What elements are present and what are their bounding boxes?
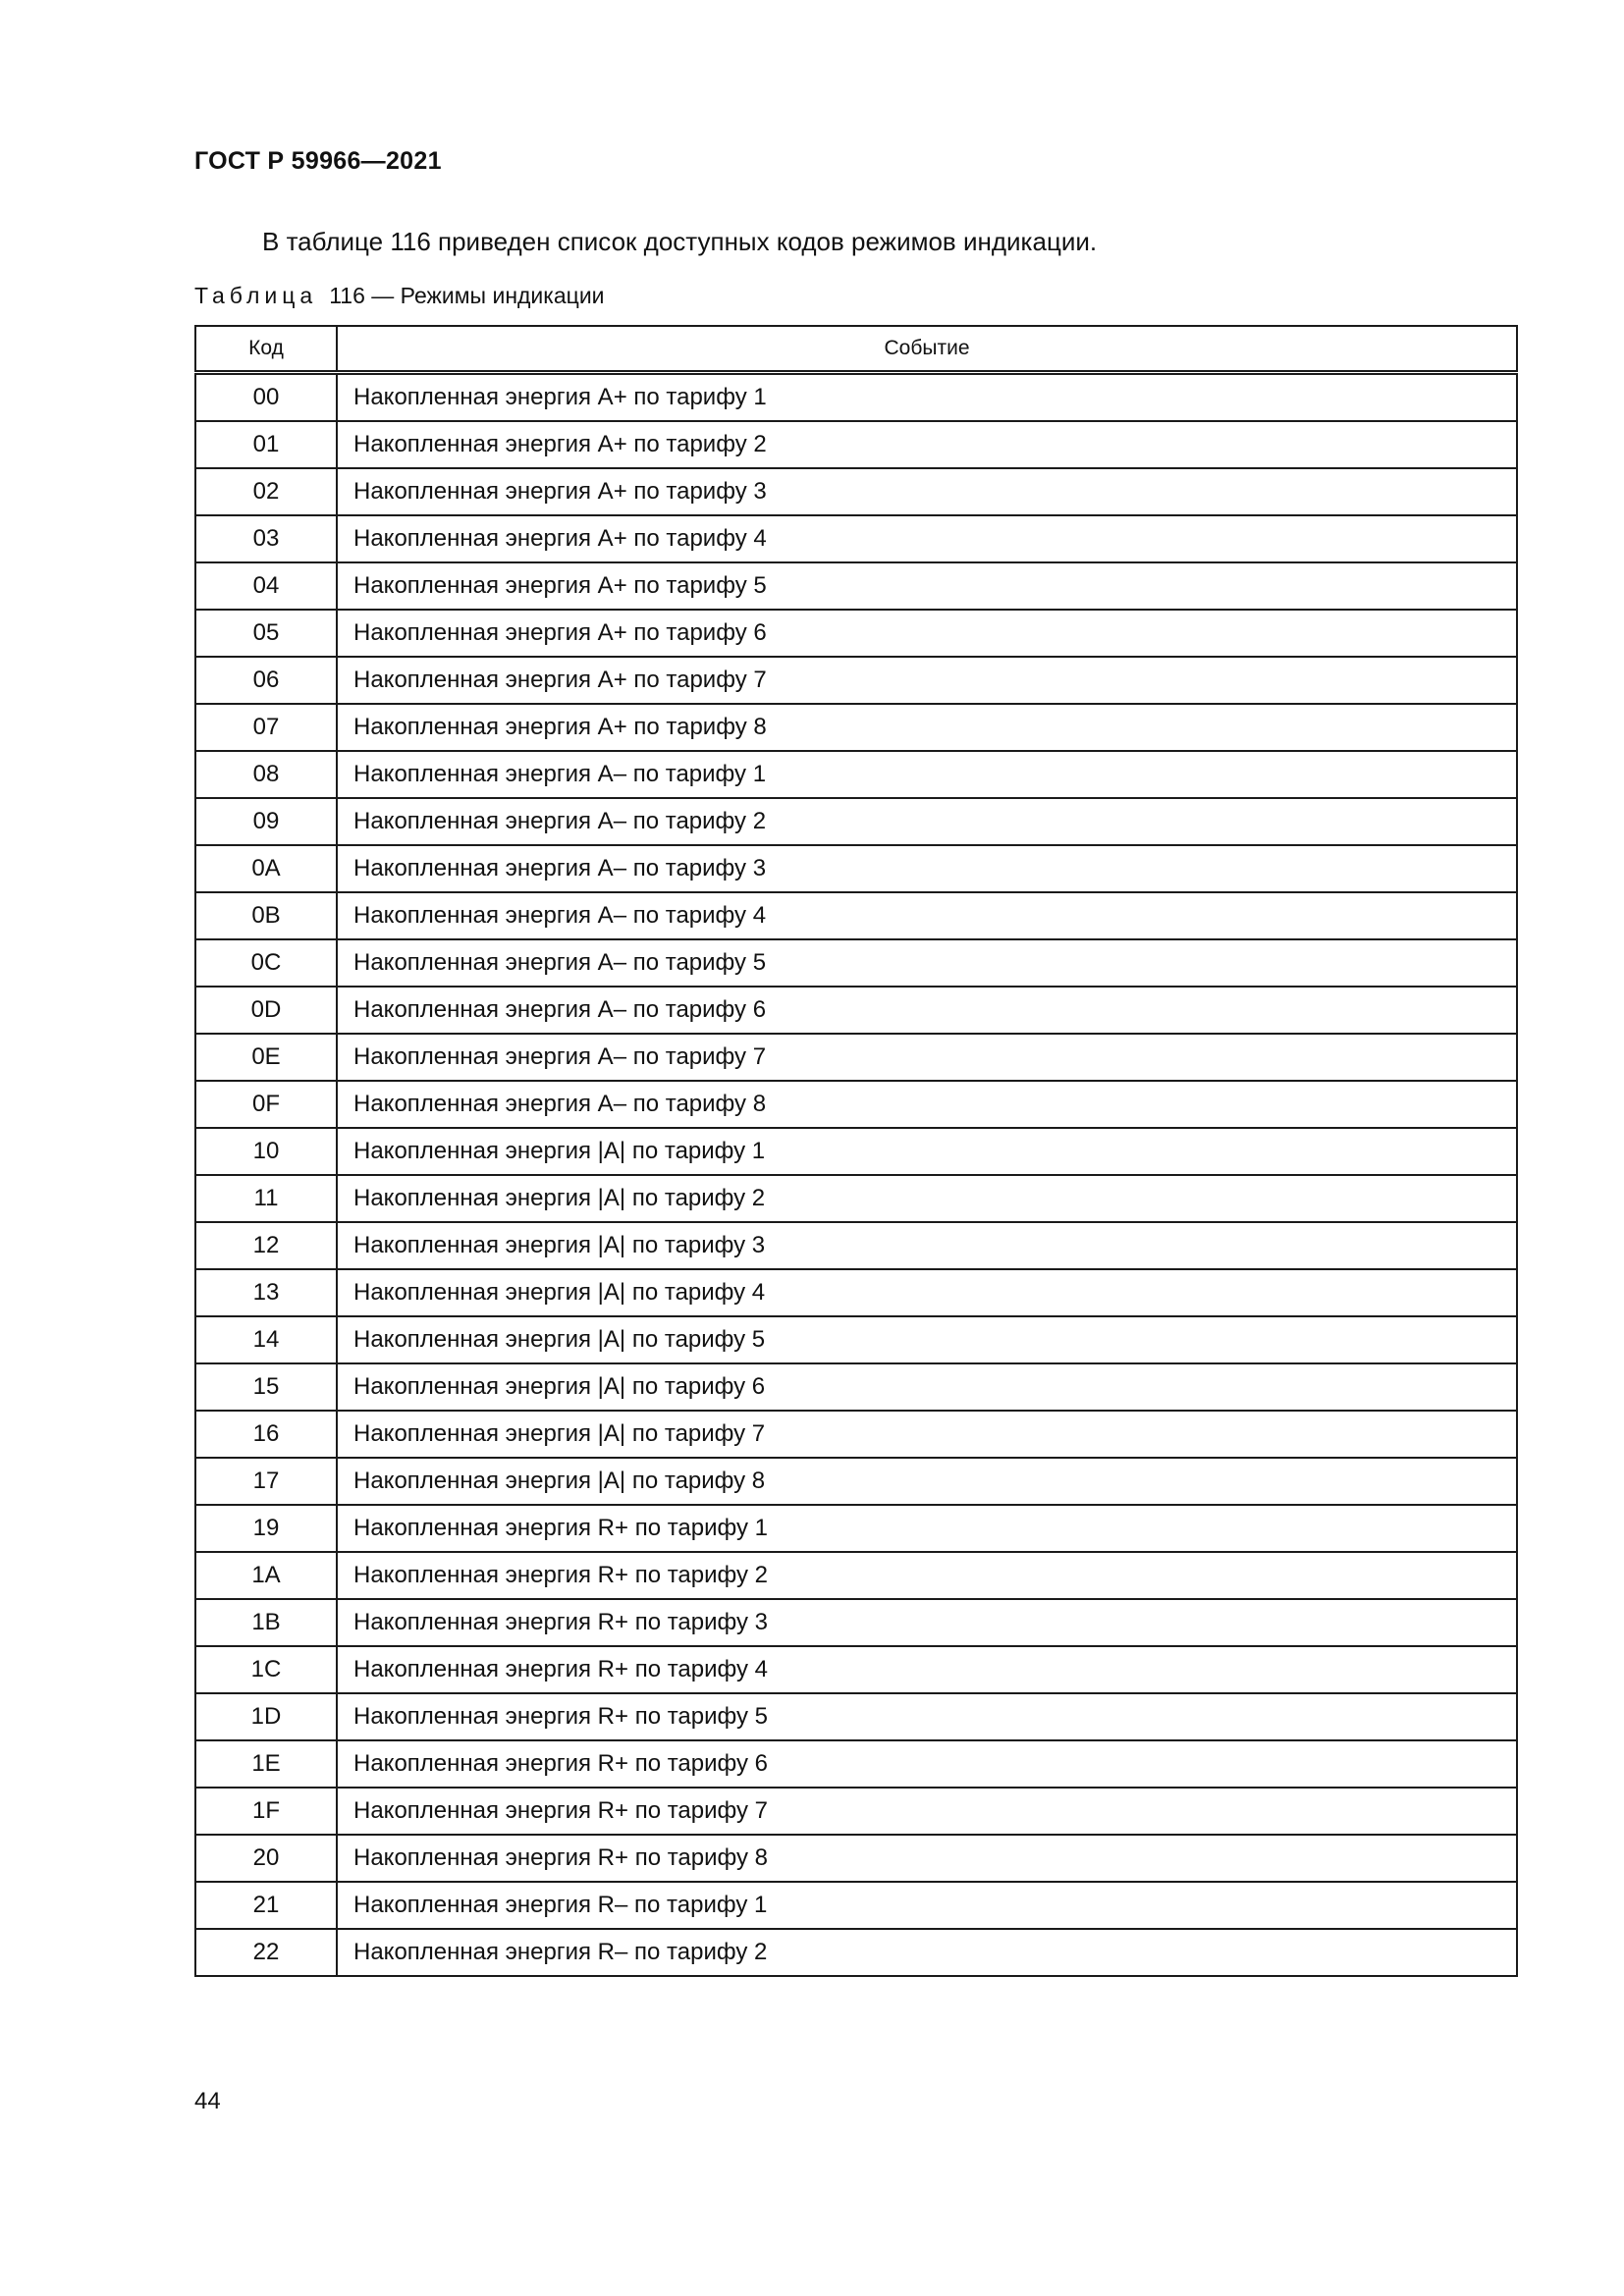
table-row [195,845,1517,892]
table-row [195,1646,1517,1693]
table-row [195,610,1517,657]
cell-event: Накопленная энергия А+ по тарифу 6 [337,610,1517,657]
cell-code: 21 [195,1882,337,1929]
table-caption-label: Таблица [194,283,318,308]
cell-code: 09 [195,798,337,845]
table-caption-title: 116 — Режимы индикации [329,283,605,308]
cell-code: 20 [195,1835,337,1882]
page-number: 44 [194,2088,221,2114]
table-row [195,1363,1517,1411]
data-table [194,325,1518,1977]
table-body [195,373,1517,1977]
cell-code: 14 [195,1316,337,1363]
cell-event: Накопленная энергия R+ по тарифу 5 [337,1693,1517,1740]
cell-event: Накопленная энергия |А| по тарифу 2 [337,1175,1517,1222]
table-row [195,1316,1517,1363]
cell-event: Накопленная энергия R+ по тарифу 6 [337,1740,1517,1788]
table-row [195,1034,1517,1081]
cell-code: 0F [195,1081,337,1128]
cell-code: 01 [195,421,337,468]
cell-code: 19 [195,1505,337,1552]
cell-event: Накопленная энергия А+ по тарифу 2 [337,421,1517,468]
table-row [195,939,1517,987]
intro-paragraph: В таблице 116 приведен список доступных кодов режимов индикации. [262,227,1098,256]
cell-code: 05 [195,610,337,657]
cell-event: Накопленная энергия А+ по тарифу 3 [337,468,1517,515]
table-row [195,1693,1517,1740]
table-row [195,1458,1517,1505]
table-row [195,798,1517,845]
indication-modes-table [194,325,1516,1977]
cell-code: 07 [195,704,337,751]
table-row [195,468,1517,515]
table-row [195,751,1517,798]
cell-code: 15 [195,1363,337,1411]
cell-code: 1F [195,1788,337,1835]
table-row [195,1128,1517,1175]
table-row [195,1081,1517,1128]
cell-code: 06 [195,657,337,704]
table-row [195,1929,1517,1976]
cell-code: 03 [195,515,337,562]
cell-code: 00 [195,373,337,422]
table-row [195,1222,1517,1269]
cell-event: Накопленная энергия R+ по тарифу 1 [337,1505,1517,1552]
table-row [195,892,1517,939]
cell-event: Накопленная энергия R– по тарифу 1 [337,1882,1517,1929]
cell-event: Накопленная энергия А– по тарифу 2 [337,798,1517,845]
cell-code: 16 [195,1411,337,1458]
table-row [195,421,1517,468]
cell-event: Накопленная энергия А+ по тарифу 8 [337,704,1517,751]
table-row [195,1599,1517,1646]
table-caption [194,283,605,309]
table-row [195,1269,1517,1316]
cell-code: 04 [195,562,337,610]
cell-event: Накопленная энергия |А| по тарифу 3 [337,1222,1517,1269]
cell-event: Накопленная энергия |А| по тарифу 1 [337,1128,1517,1175]
cell-event: Накопленная энергия А+ по тарифу 5 [337,562,1517,610]
cell-code: 13 [195,1269,337,1316]
cell-event: Накопленная энергия R+ по тарифу 3 [337,1599,1517,1646]
cell-event: Накопленная энергия А– по тарифу 6 [337,987,1517,1034]
cell-code: 1C [195,1646,337,1693]
cell-event: Накопленная энергия |А| по тарифу 5 [337,1316,1517,1363]
cell-code: 12 [195,1222,337,1269]
cell-event: Накопленная энергия А+ по тарифу 7 [337,657,1517,704]
cell-code: 1B [195,1599,337,1646]
table-row [195,1411,1517,1458]
cell-event: Накопленная энергия А+ по тарифу 4 [337,515,1517,562]
cell-code: 08 [195,751,337,798]
cell-event: Накопленная энергия |А| по тарифу 4 [337,1269,1517,1316]
cell-event: Накопленная энергия А– по тарифу 4 [337,892,1517,939]
table-row [195,1740,1517,1788]
table-row [195,987,1517,1034]
document-header: ГОСТ Р 59966—2021 [194,147,442,175]
table-row [195,562,1517,610]
cell-event: Накопленная энергия R+ по тарифу 8 [337,1835,1517,1882]
cell-code: 0E [195,1034,337,1081]
table-row [195,1505,1517,1552]
cell-event: Накопленная энергия R– по тарифу 2 [337,1929,1517,1976]
cell-code: 22 [195,1929,337,1976]
table-header-row [195,326,1517,373]
table-row [195,1175,1517,1222]
table-row [195,704,1517,751]
cell-event: Накопленная энергия |А| по тарифу 8 [337,1458,1517,1505]
column-header-code: Код [195,326,337,373]
cell-code: 11 [195,1175,337,1222]
column-header-event: Событие [337,326,1517,373]
cell-event: Накопленная энергия А+ по тарифу 1 [337,373,1517,422]
cell-code: 0A [195,845,337,892]
table-row [195,1788,1517,1835]
cell-code: 1E [195,1740,337,1788]
cell-event: Накопленная энергия |А| по тарифу 6 [337,1363,1517,1411]
cell-code: 10 [195,1128,337,1175]
cell-code: 1A [195,1552,337,1599]
cell-event: Накопленная энергия А– по тарифу 5 [337,939,1517,987]
cell-event: Накопленная энергия |А| по тарифу 7 [337,1411,1517,1458]
cell-code: 0C [195,939,337,987]
cell-code: 1D [195,1693,337,1740]
table-row [195,515,1517,562]
cell-event: Накопленная энергия R+ по тарифу 7 [337,1788,1517,1835]
table-row [195,373,1517,422]
cell-code: 02 [195,468,337,515]
cell-event: Накопленная энергия А– по тарифу 1 [337,751,1517,798]
cell-code: 0D [195,987,337,1034]
table-row [195,1552,1517,1599]
table-row [195,1835,1517,1882]
table-row [195,657,1517,704]
table-row [195,1882,1517,1929]
cell-code: 17 [195,1458,337,1505]
cell-event: Накопленная энергия А– по тарифу 8 [337,1081,1517,1128]
cell-event: Накопленная энергия А– по тарифу 7 [337,1034,1517,1081]
cell-event: Накопленная энергия А– по тарифу 3 [337,845,1517,892]
cell-event: Накопленная энергия R+ по тарифу 2 [337,1552,1517,1599]
cell-code: 0B [195,892,337,939]
cell-event: Накопленная энергия R+ по тарифу 4 [337,1646,1517,1693]
